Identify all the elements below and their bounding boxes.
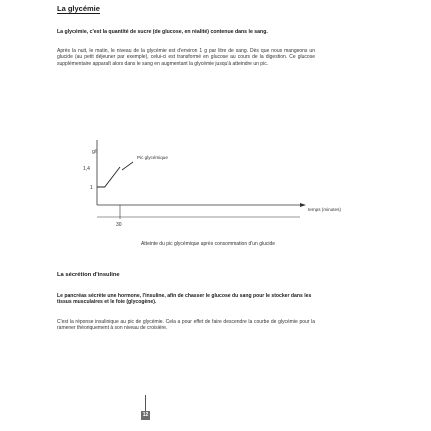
lead-insulin: Le pancréas sécrète une hormone, l'insuline, afin de chasser le glucose du sang pour le stocker dans les tissus musculaires et le foie (glycogène).	[57, 293, 312, 306]
paragraph-intro: Après la nuit, le matin, le niveau de la glycémie est d'environ 1 g par litre de sang. Dès que nous mangeons un glucide (au petit déjeuner par exemple), celui-ci est transformé en glucose au cours de la digestion. Ce glucose supplémentaire apparaît alors dans le sang en augmentant la glycémie jusqu'à atteindre un pic.	[57, 48, 315, 67]
series-line	[97, 167, 120, 187]
y-tick-label-peak: 1,4	[83, 166, 90, 172]
x-axis-arrow	[300, 203, 306, 207]
chart-caption: Atteinte du pic glycémique après consommation d'un glucide	[140, 241, 276, 247]
x-axis-label: temps (minutes)	[308, 207, 341, 212]
peak-pointer	[122, 162, 133, 170]
x-tick-label-30: 30	[116, 222, 122, 228]
lead-definition: La glycémie, c'est la quantité de sucre (de glucose, en réalité) contenue dans le sang.	[57, 29, 268, 35]
page-number: 12	[142, 412, 149, 418]
section-heading-2: La sécrétion d'insuline	[57, 272, 120, 278]
section-heading: La glycémie	[57, 4, 100, 13]
y-axis-label: g/l	[92, 149, 98, 155]
paragraph-insulin: C'est la réponse insulinique au pic de glycémie. Cela a pour effet de faire descendre la courbe de glycémie pour la ramener théoriquement à son niveau de croisière.	[57, 319, 315, 332]
peak-label: Pic glycémique	[137, 155, 168, 160]
footer-rule	[145, 395, 146, 411]
y-tick-label-base: 1	[90, 185, 93, 191]
